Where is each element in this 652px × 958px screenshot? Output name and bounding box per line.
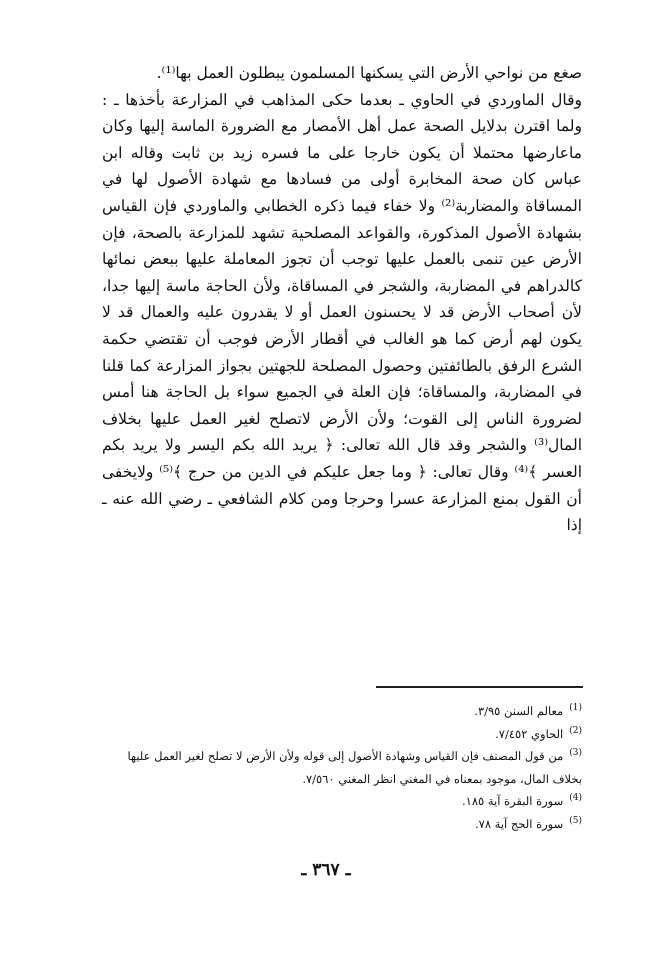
footnote-divider: [376, 686, 583, 688]
footnote: [102, 745, 582, 790]
paragraph: صغع من نواحي الأرض التي يسكنها المسلمون يبطلون العمل بها⁽¹⁾.: [156, 64, 582, 82]
footnote: [102, 700, 582, 723]
footnote: [102, 813, 582, 836]
footnote-mark: (3): [569, 748, 582, 759]
paragraph: وقال الماوردي في الحاوي ـ بعدما حكى المذاهب في المزارعة بأخذها ـ : ولما اقترن بدلايل الصحة عمل أهل الأمصار مع الضرورة الماسة إليها وكان ماعارضها محتملا أن يكون خارجا على ما فسره زيد بن ثابت وقاله ابن عباس كان صحة المخابرة أولى من فسادها مع شهادة الأصول لها في المساقاة والمضاربة⁽²⁾ ولا خفاء فيما ذكره الخطابي والماوردي فإن القياس بشهادة الأصول المذكورة، والقواعد المصلحية تشهد للمزارعة بالصحة، فإن الأرض عين تنمى بالعمل عليها توجب أن تجوز المعاملة عليها ببعض نمائها كالدراهم في المضاربة، والشجر في المساقاة، ولأن الحاجة ماسة إليها جدا، لأن أصحاب الأرض قد لا يحسنون العمل أو لا يقدرون عليه والعمال قد لا يكون لهم أرض كما هو الغالب في أقطار الأرض فوجب أن تقتضي حكمة الشرع الرفق بالطائفتين وحصول المصلحة للجهتين بجواز المزارعة كما قلنا في المضاربة، والمساقاة؛ فإن العلة في الجميع سواء بل الحاجة هنا أمس لضرورة الناس إلى القوت؛ ولأن الأرض لاتصلح لغير العمل عليها بخلاف المال⁽³⁾ والشجر وقد قال الله تعالى: ﴿ يريد الله بكم اليسر ولا يريد بكم العسر ﴾⁽⁴⁾ وقال تعالى: ﴿ وما جعل عليكم في الدين من حرج ﴾⁽⁵⁾ ولايخفى أن القول بمنع المزارعة عسرا وحرجا ومن كلام الشافعي ـ رضي الله عنه ـ إذا: [102, 90, 583, 535]
footnote-text: سورة الحج آية ٧٨.: [474, 816, 564, 831]
main-text: [102, 60, 582, 539]
footnote-mark: (4): [569, 793, 582, 804]
footnote: [102, 723, 582, 746]
footnote-text: سورة البقرة آية ١٨٥.: [462, 794, 564, 808]
footnote-text: من قول المصنف فإن القياس وشهادة الأصول إلى قوله ولأن الأرض لا تصلح لغير العمل عليها بخلاف المال، موجود بمعناه في المغني انظر المغني ٧/٥٦٠.: [127, 749, 582, 786]
footnote-text: الحاوي ٧/٤٥٢.: [495, 726, 564, 741]
footnote-text: معالم السنن ٣/٩٥.: [474, 704, 564, 718]
page-number: ـ ٣٦٧ ـ: [301, 860, 351, 880]
footnote-mark: (5): [569, 815, 582, 826]
footnotes-list: [102, 700, 582, 835]
footnote-mark: (2): [569, 725, 582, 736]
footnote-mark: (1): [569, 703, 582, 714]
footnote: [102, 790, 582, 813]
